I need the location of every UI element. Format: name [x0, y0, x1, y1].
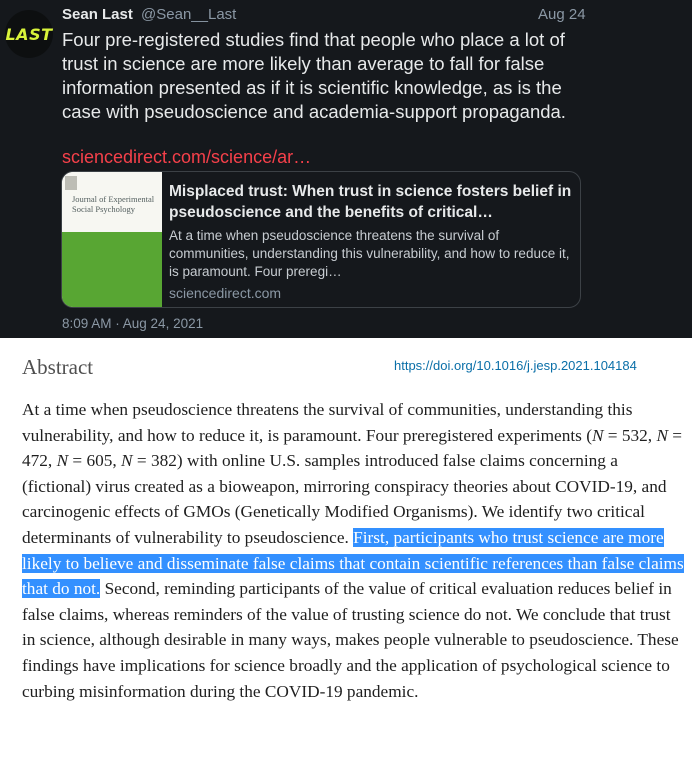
- abstract-text-start: At a time when pseudoscience threatens the survival of communities, understanding this vulnerability, and how to reduce it, is paramount. Four preregistered experiments (: [22, 400, 633, 445]
- tweet-date[interactable]: Aug 24: [538, 6, 586, 23]
- tweet-author: [62, 6, 236, 23]
- n-value-2: = 472,: [22, 425, 683, 471]
- abstract-heading: Abstract: [22, 355, 94, 379]
- n-value-3: = 605,: [68, 451, 122, 471]
- publisher-logo-icon: [65, 176, 77, 190]
- n-symbol: N: [656, 425, 668, 445]
- n-symbol: N: [591, 425, 604, 445]
- card-title: Misplaced trust: When trust in science fosters belief in pseudoscience and the benefits of critical…: [169, 183, 572, 221]
- tweet-panel: [0, 0, 692, 338]
- author-handle[interactable]: @Sean__Last: [141, 6, 237, 23]
- thumbnail-cover-header: [62, 172, 162, 232]
- tweet-link[interactable]: sciencedirect.com/science/ar…: [62, 147, 312, 167]
- thumbnail-cover-art: [62, 232, 162, 308]
- abstract-body: [22, 397, 687, 704]
- avatar[interactable]: [5, 10, 53, 58]
- card-text: [169, 181, 577, 301]
- card-domain: sciencedirect.com: [169, 285, 282, 301]
- n-value-1: = 532,: [603, 425, 657, 445]
- tweet-timestamp[interactable]: 8:09 AM · Aug 24, 2021: [62, 316, 204, 331]
- link-preview-card[interactable]: [61, 171, 581, 308]
- n-symbol: N: [121, 451, 133, 471]
- tweet-text: Four pre-registered studies find that people who place a lot of trust in science are more likely than average to fall for false information presented as if it is scientific knowledge, as is the case with pseudoscience and academia-support propaganda.: [62, 29, 566, 122]
- thumbnail-journal-title: Journal of Experimental Social Psychology: [72, 194, 155, 214]
- avatar-logo-text: LAST: [5, 24, 53, 44]
- author-name[interactable]: Sean Last: [62, 6, 133, 23]
- card-description: At a time when pseudoscience threatens the survival of communities, understanding this vulnerability, and how to reduce it, is paramount. Four preregi…: [169, 228, 570, 279]
- card-thumbnail: [62, 172, 162, 308]
- abstract-text-end: Second, reminding participants of the value of critical evaluation reduces belief in false claims, whereas reminders of the value of trusting science do not. We conclude that trust in science, although desirable in many ways, makes people vulnerable to pseudoscience. These findings have implications for science broadly and the application of psychological science to curbing misinformation during the COVID-19 pandemic.: [22, 579, 679, 701]
- abstract-text-mid: = 382) with online U.S. samples introduced false claims concerning a (fictional) virus created as a bioweapon, mirroring conspiracy theories about COVID-19, and carcinogenic effects of GMOs (Genetically Modified Organisms). We identify two critical determinants of vulnerability to pseudoscience.: [22, 451, 667, 547]
- n-symbol: N: [56, 451, 69, 471]
- highlighted-selection[interactable]: First, participants who trust science are more likely to believe and disseminate false claims that contain scientific references than false claims that do not.: [22, 527, 684, 599]
- doi-link[interactable]: https://doi.org/10.1016/j.jesp.2021.104184: [394, 358, 637, 373]
